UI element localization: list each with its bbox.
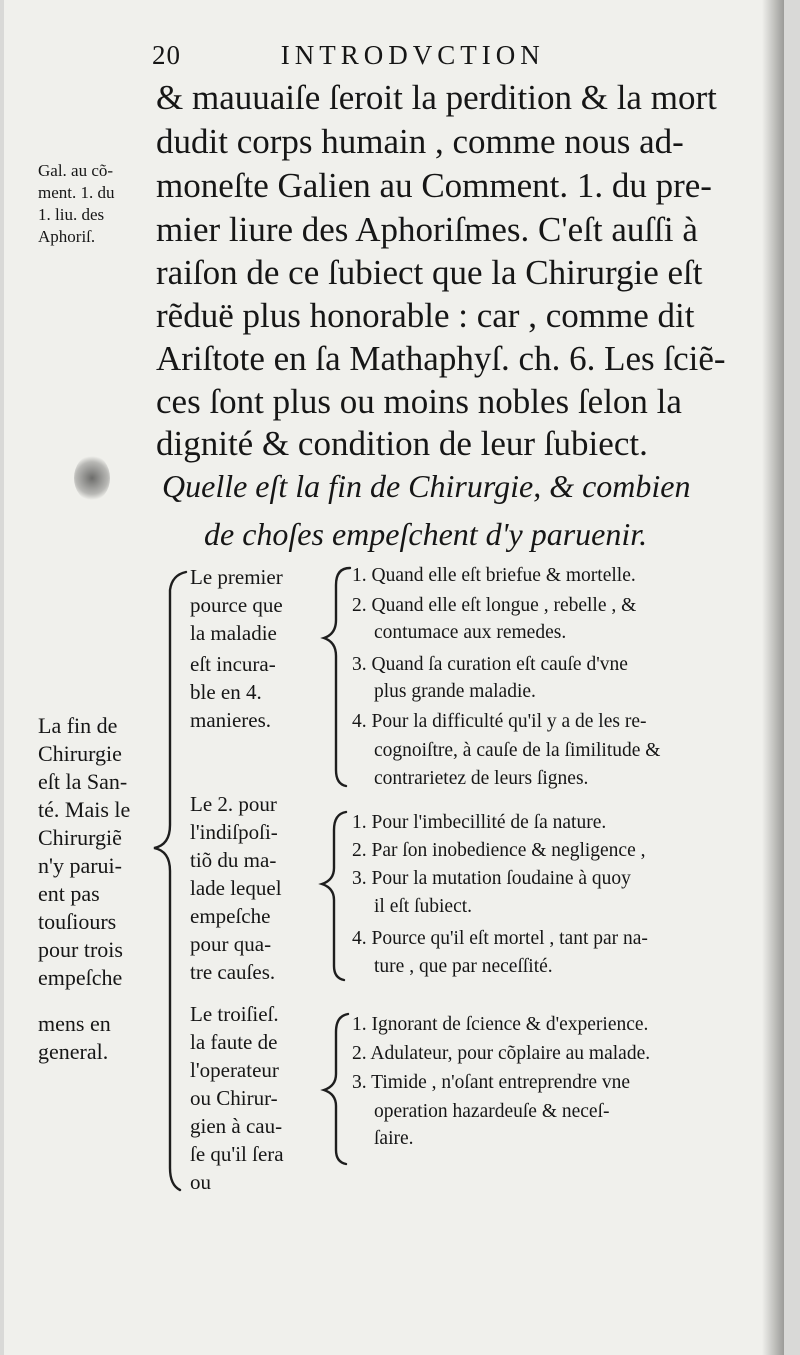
cause-3-label-line: l'operateur [190,1058,279,1082]
side-label-line: empeſche [38,965,123,990]
running-title: INTRODVCTION [280,40,545,70]
cause-3-brace [324,1014,348,1164]
cause-1-label-line: manieres. [190,708,272,732]
side-label-line: Chirurgiẽ [38,825,122,850]
cause-2-item: 2. Par ſon inobedience & negligence , [352,840,646,861]
cause-3-item-cont: ſaire. [374,1128,414,1149]
body-line: mier liure des Aphoriſmes. C'eſt auſſi à [156,210,698,249]
cause-1-label-line: la maladie [190,621,277,645]
margin-note-line: Gal. au cõ- [38,161,114,180]
cause-2-label-line: tre cauſes. [190,960,276,984]
margin-note-line: ment. 1. du [38,183,115,202]
body-line: rẽduë plus honorable : car , comme dit [156,296,695,335]
cause-3-label-line: ou Chirur- [190,1086,278,1110]
cause-1-label-line: pource que [190,593,283,617]
side-label-line: n'y parui- [38,853,122,878]
cause-1-item-cont: plus grande maladie. [374,681,536,702]
side-label-line: té. Mais le [38,797,131,822]
cause-1-label-line: eſt incura- [190,652,276,676]
cause-1-label-line: ble en 4. [190,680,262,704]
cause-3-item: 3. Timide , n'oſant entreprendre vne [352,1072,631,1093]
cause-1-brace [324,568,350,786]
body-line: ces ſont plus ou moins nobles ſelon la [156,382,682,421]
brace-lines [4,0,784,1355]
body-line: dignité & condition de leur ſubiect. [156,424,648,463]
cause-3-label-line: la faute de [190,1030,278,1054]
cause-2-item-cont: il eſt ſubiect. [374,896,473,917]
cause-1-item: 2. Quand elle eſt longue , rebelle , & [352,595,637,616]
cause-2-label-line: tiõ du ma- [190,848,277,872]
cause-2-label-line: empeſche [190,904,271,928]
cause-3-label-line: ou [190,1170,211,1194]
cause-1-item: 1. Quand elle eſt briefue & mortelle. [352,565,636,586]
cause-3-item: 2. Adulateur, pour cõplaire au malade. [352,1043,651,1064]
book-page [4,0,784,1355]
cause-1-item: 4. Pour la difficulté qu'il y a de les re- [352,711,647,732]
cause-3-label-line: Le troiſieſ. [190,1002,279,1026]
body-line: raiſon de ce ſubiect que la Chirurgie eſt [156,253,703,292]
side-label-line: La fin de [38,713,118,738]
margin-note-line: 1. liu. des [38,205,105,224]
body-line: moneſte Galien au Comment. 1. du pre- [156,166,712,205]
cause-1-item-cont: cognoiſtre, à cauſe de la ſimilitude & [374,740,661,761]
body-line: dudit corps humain , comme nous ad- [156,122,684,161]
cause-3-label-line: ſe qu'il ſera [190,1142,284,1166]
cause-1-label-line: Le premier [190,565,283,589]
section-heading-line: de choſes empeſchent d'y paruenir. [204,516,648,552]
side-label-line: eſt la San- [38,769,128,794]
side-label-line: touſiours [38,909,117,934]
side-label-line: mens en [38,1011,111,1036]
cause-2-item: 4. Pource qu'il eſt mortel , tant par na- [352,928,648,949]
section-heading-line: Quelle eſt la fin de Chirurgie, & combien [162,468,691,504]
cause-1-item-cont: contumace aux remedes. [374,622,567,643]
cause-3-item-cont: operation hazardeuſe & neceſ- [374,1101,610,1122]
side-label-line: ent pas [38,881,100,906]
cause-2-item-cont: ture , que par neceſſité. [374,956,553,977]
cause-2-label-line: lade lequel [190,876,282,900]
cause-2-label-line: pour qua- [190,932,272,956]
margin-note-line: Aphoriſ. [38,227,96,246]
cause-2-item: 3. Pour la mutation ſoudaine à quoy [352,868,631,889]
side-label-line: pour trois [38,937,123,962]
cause-1-item-cont: contrarietez de leurs ſignes. [374,768,589,789]
main-bracket [154,572,186,1190]
page-number: 20 [152,40,181,70]
cause-2-label-line: l'indiſpoſi- [190,820,278,844]
side-label-line: general. [38,1039,109,1064]
cause-1-item: 3. Quand ſa curation eſt cauſe d'vne [352,654,628,675]
body-line: Ariſtote en ſa Mathaphyſ. ch. 6. Les ſciẽ- [156,339,726,378]
cause-3-item: 1. Ignorant de ſcience & d'experience. [352,1014,649,1035]
side-label-line: Chirurgie [38,741,122,766]
cause-2-label-line: Le 2. pour [190,792,277,816]
cause-2-item: 1. Pour l'imbecillité de ſa nature. [352,812,607,833]
body-line: & mauuaiſe ſeroit la perdition & la mort [156,78,717,117]
cause-3-label-line: gien à cau- [190,1114,283,1138]
cause-2-brace [322,812,346,980]
